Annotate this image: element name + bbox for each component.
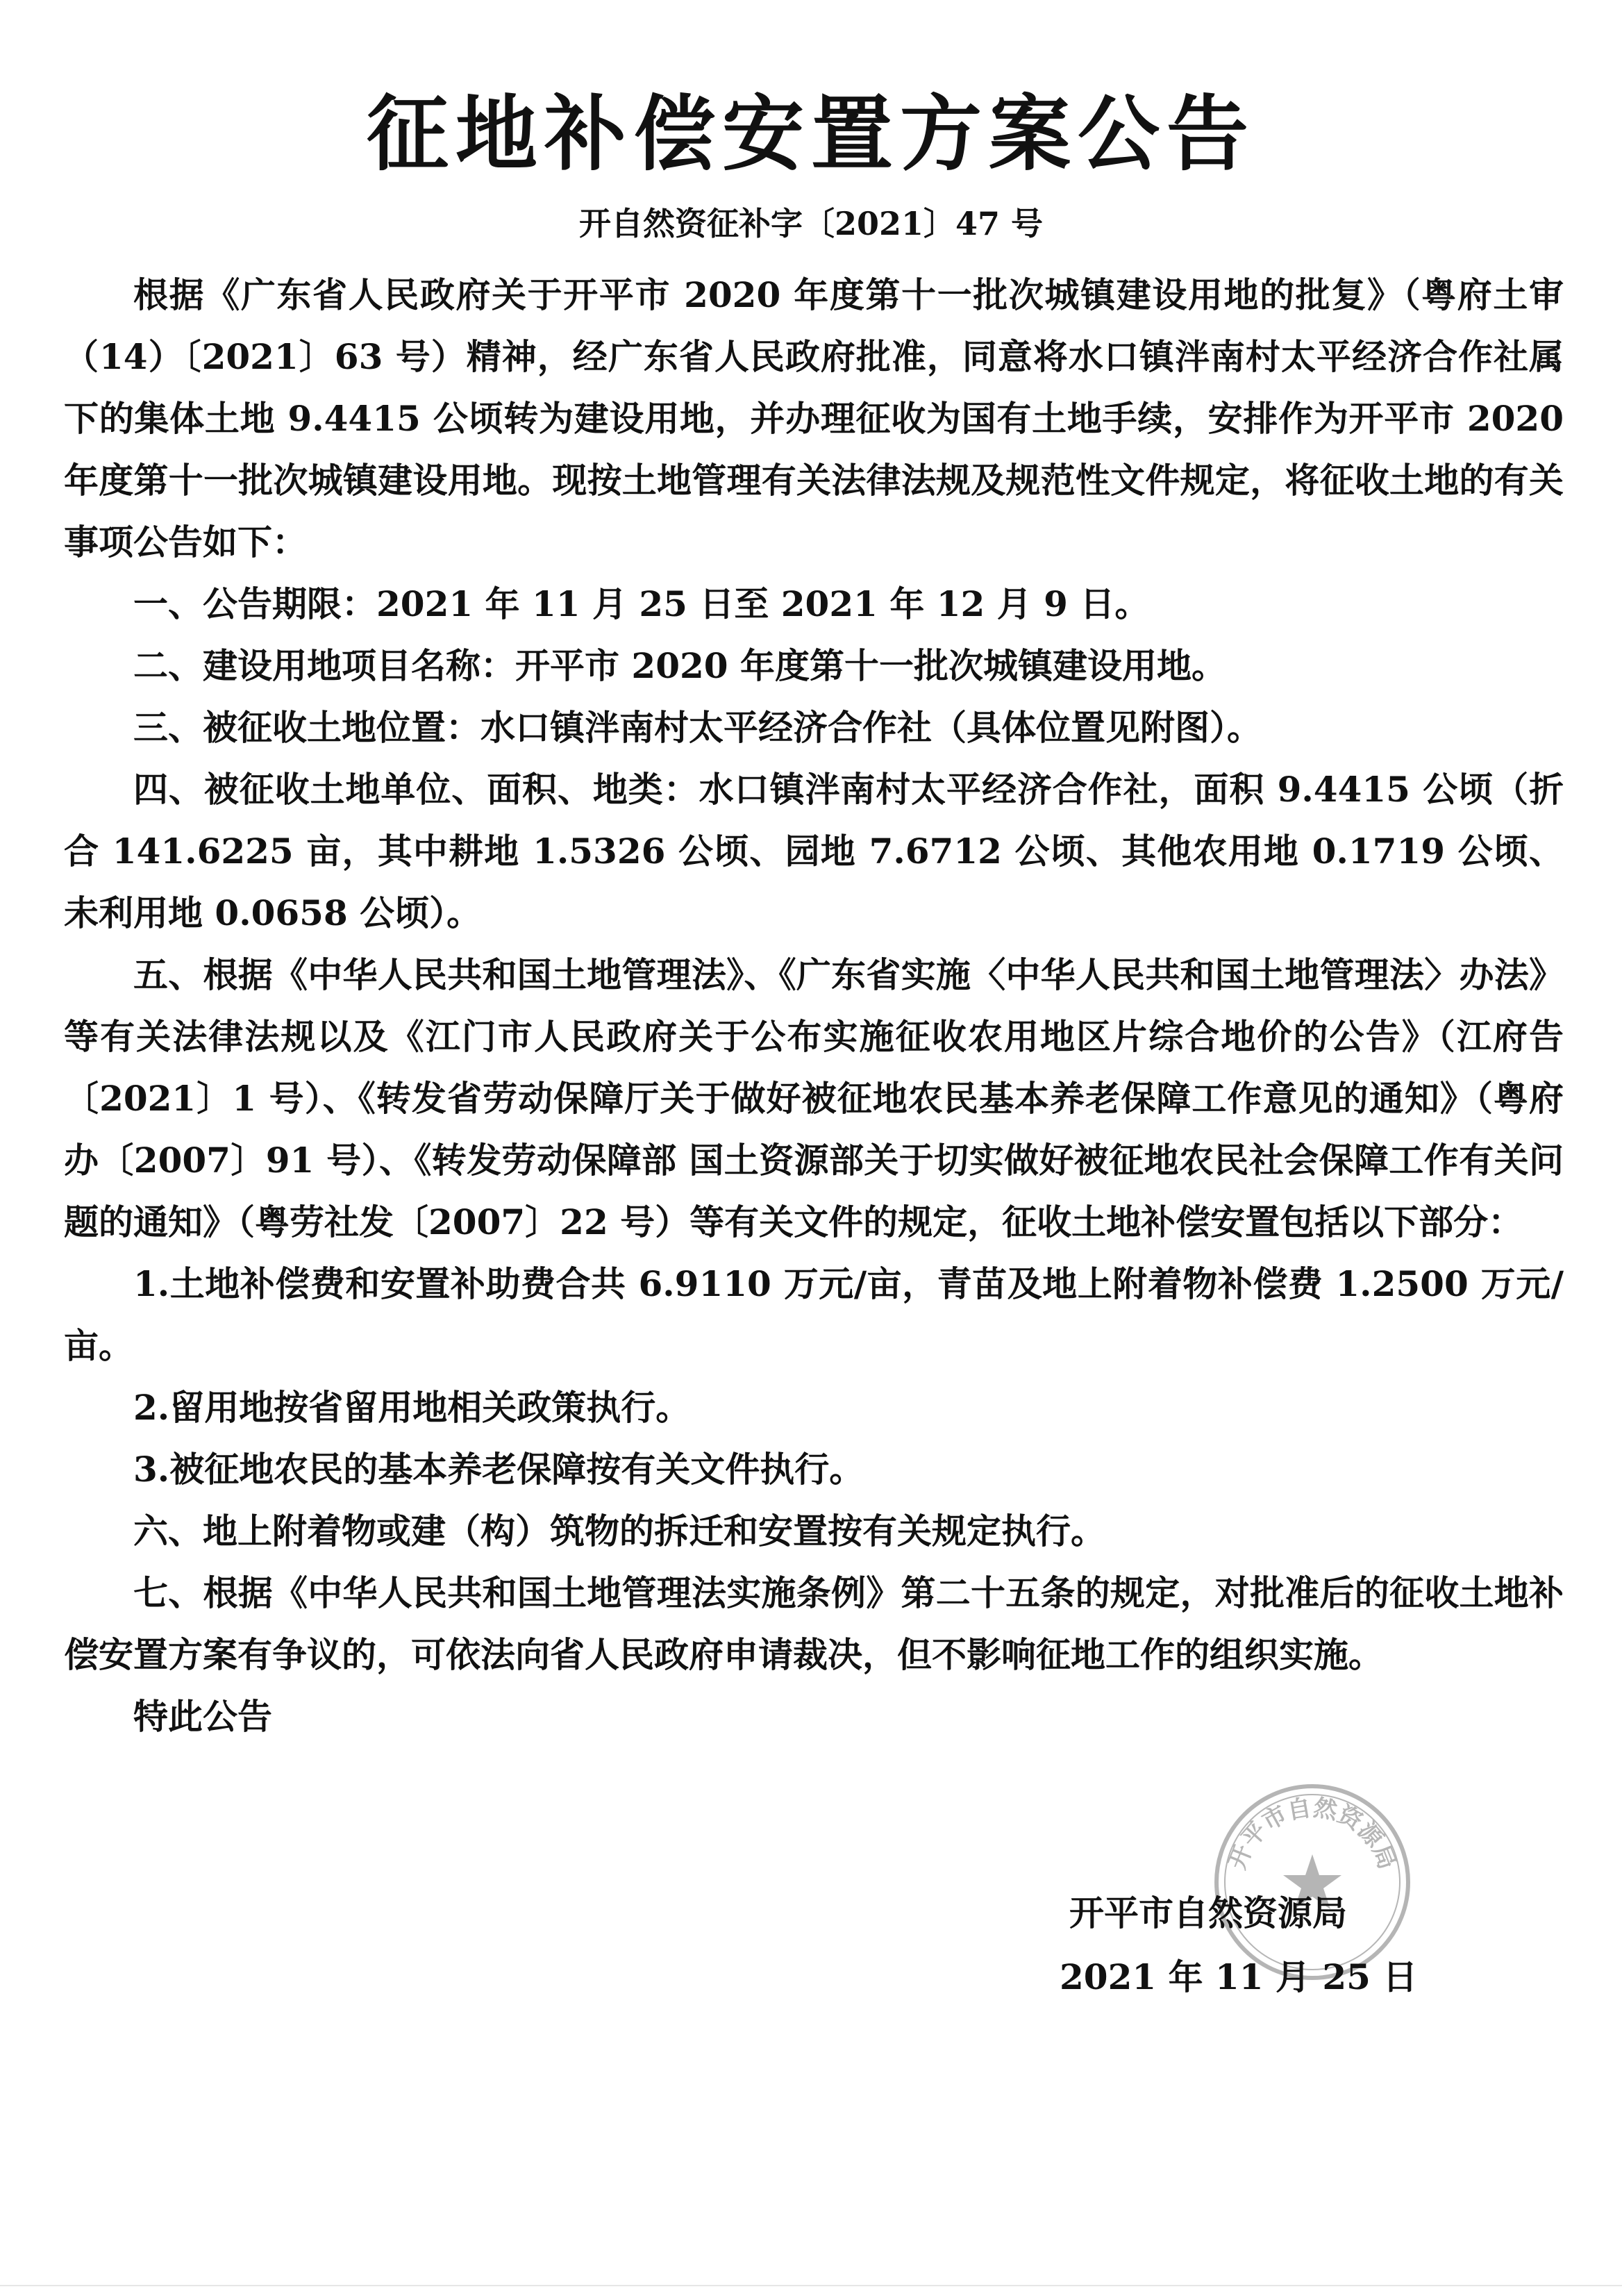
- paragraph-item-1: 一、公告期限：2021 年 11 月 25 日至 2021 年 12 月 9 日。: [133, 583, 1150, 624]
- scan-edge-divider: [0, 2285, 1622, 2286]
- paragraph-item-7: 七、根据《中华人民共和国土地管理法实施条例》第二十五条的规定，对批准后的征收土地补偿安置方案有争议的，可依法向省人民政府申请裁决，但不影响征地工作的组织实施。: [64, 1572, 1564, 1675]
- paragraph-item-4: 四、被征收土地单位、面积、地类：水口镇泮南村太平经济合作社，面积 9.4415 公顷（折合 141.6225 亩，其中耕地 1.5326 公顷、园地 7.6712 公顷、其他农用地 0.1719 公顷、未利用地 0.0658 公顷）。: [64, 769, 1564, 933]
- paragraph-item-2: 二、建设用地项目名称：开平市 2020 年度第十一批次城镇建设用地。: [133, 645, 1226, 686]
- document-body: [64, 264, 1564, 1747]
- document-title: 征地补偿安置方案公告: [366, 86, 1255, 182]
- closing-phrase: 特此公告: [133, 1696, 272, 1737]
- paragraph-item-5: 五、根据《中华人民共和国土地管理法》、《广东省实施〈中华人民共和国土地管理法〉办法》等有关法律法规以及《江门市人民政府关于公布实施征收农用地区片综合地价的公告》（江府告〔2021〕1 号）、《转发省劳动保障厅关于做好被征地农民基本养老保障工作意见的通知》（粤府办〔2007〕91 号）、《转发劳动保障部 国土资源部关于切实做好被征地农民社会保障工作有关问题的通知》（粤劳社发〔2007〕22 号）等有关文件的规定，征收土地补偿安置包括以下部分：: [64, 954, 1564, 1242]
- paragraph-item-6: 六、地上附着物或建（构）筑物的拆迁和安置按有关规定执行。: [133, 1511, 1105, 1552]
- document-number: 开自然资征补字〔2021〕47 号: [578, 205, 1044, 242]
- paragraph-item-3: 三、被征收土地位置：水口镇泮南村太平经济合作社（具体位置见附图）。: [133, 707, 1262, 748]
- signature-date: 2021 年 11 月 25 日: [1060, 1956, 1418, 1997]
- signature-organization: 开平市自然资源局: [1069, 1892, 1347, 1933]
- paragraph-subitem-2: 2.留用地按省留用地相关政策执行。: [133, 1387, 691, 1428]
- paragraph-subitem-1: 1.土地补偿费和安置补助费合共 6.9110 万元/亩，青苗及地上附着物补偿费 1.2500 万元/亩。: [64, 1263, 1564, 1366]
- paragraph-intro: 根据《广东省人民政府关于开平市 2020 年度第十一批次城镇建设用地的批复》（粤府土审（14）〔2021〕63 号）精神，经广东省人民政府批准，同意将水口镇泮南村太平经济合作社属下的集体土地 9.4415 公顷转为建设用地，并办理征收为国有土地手续，安排作为开平市 2020 年度第十一批次城镇建设用地。现按土地管理有关法律法规及规范性文件规定，将征收土地的有关事项公告如下：: [64, 274, 1564, 563]
- seal-text: 开平市自然资源局: [1223, 1794, 1402, 1874]
- paragraph-subitem-3: 3.被征地农民的基本养老保障按有关文件执行。: [133, 1449, 864, 1490]
